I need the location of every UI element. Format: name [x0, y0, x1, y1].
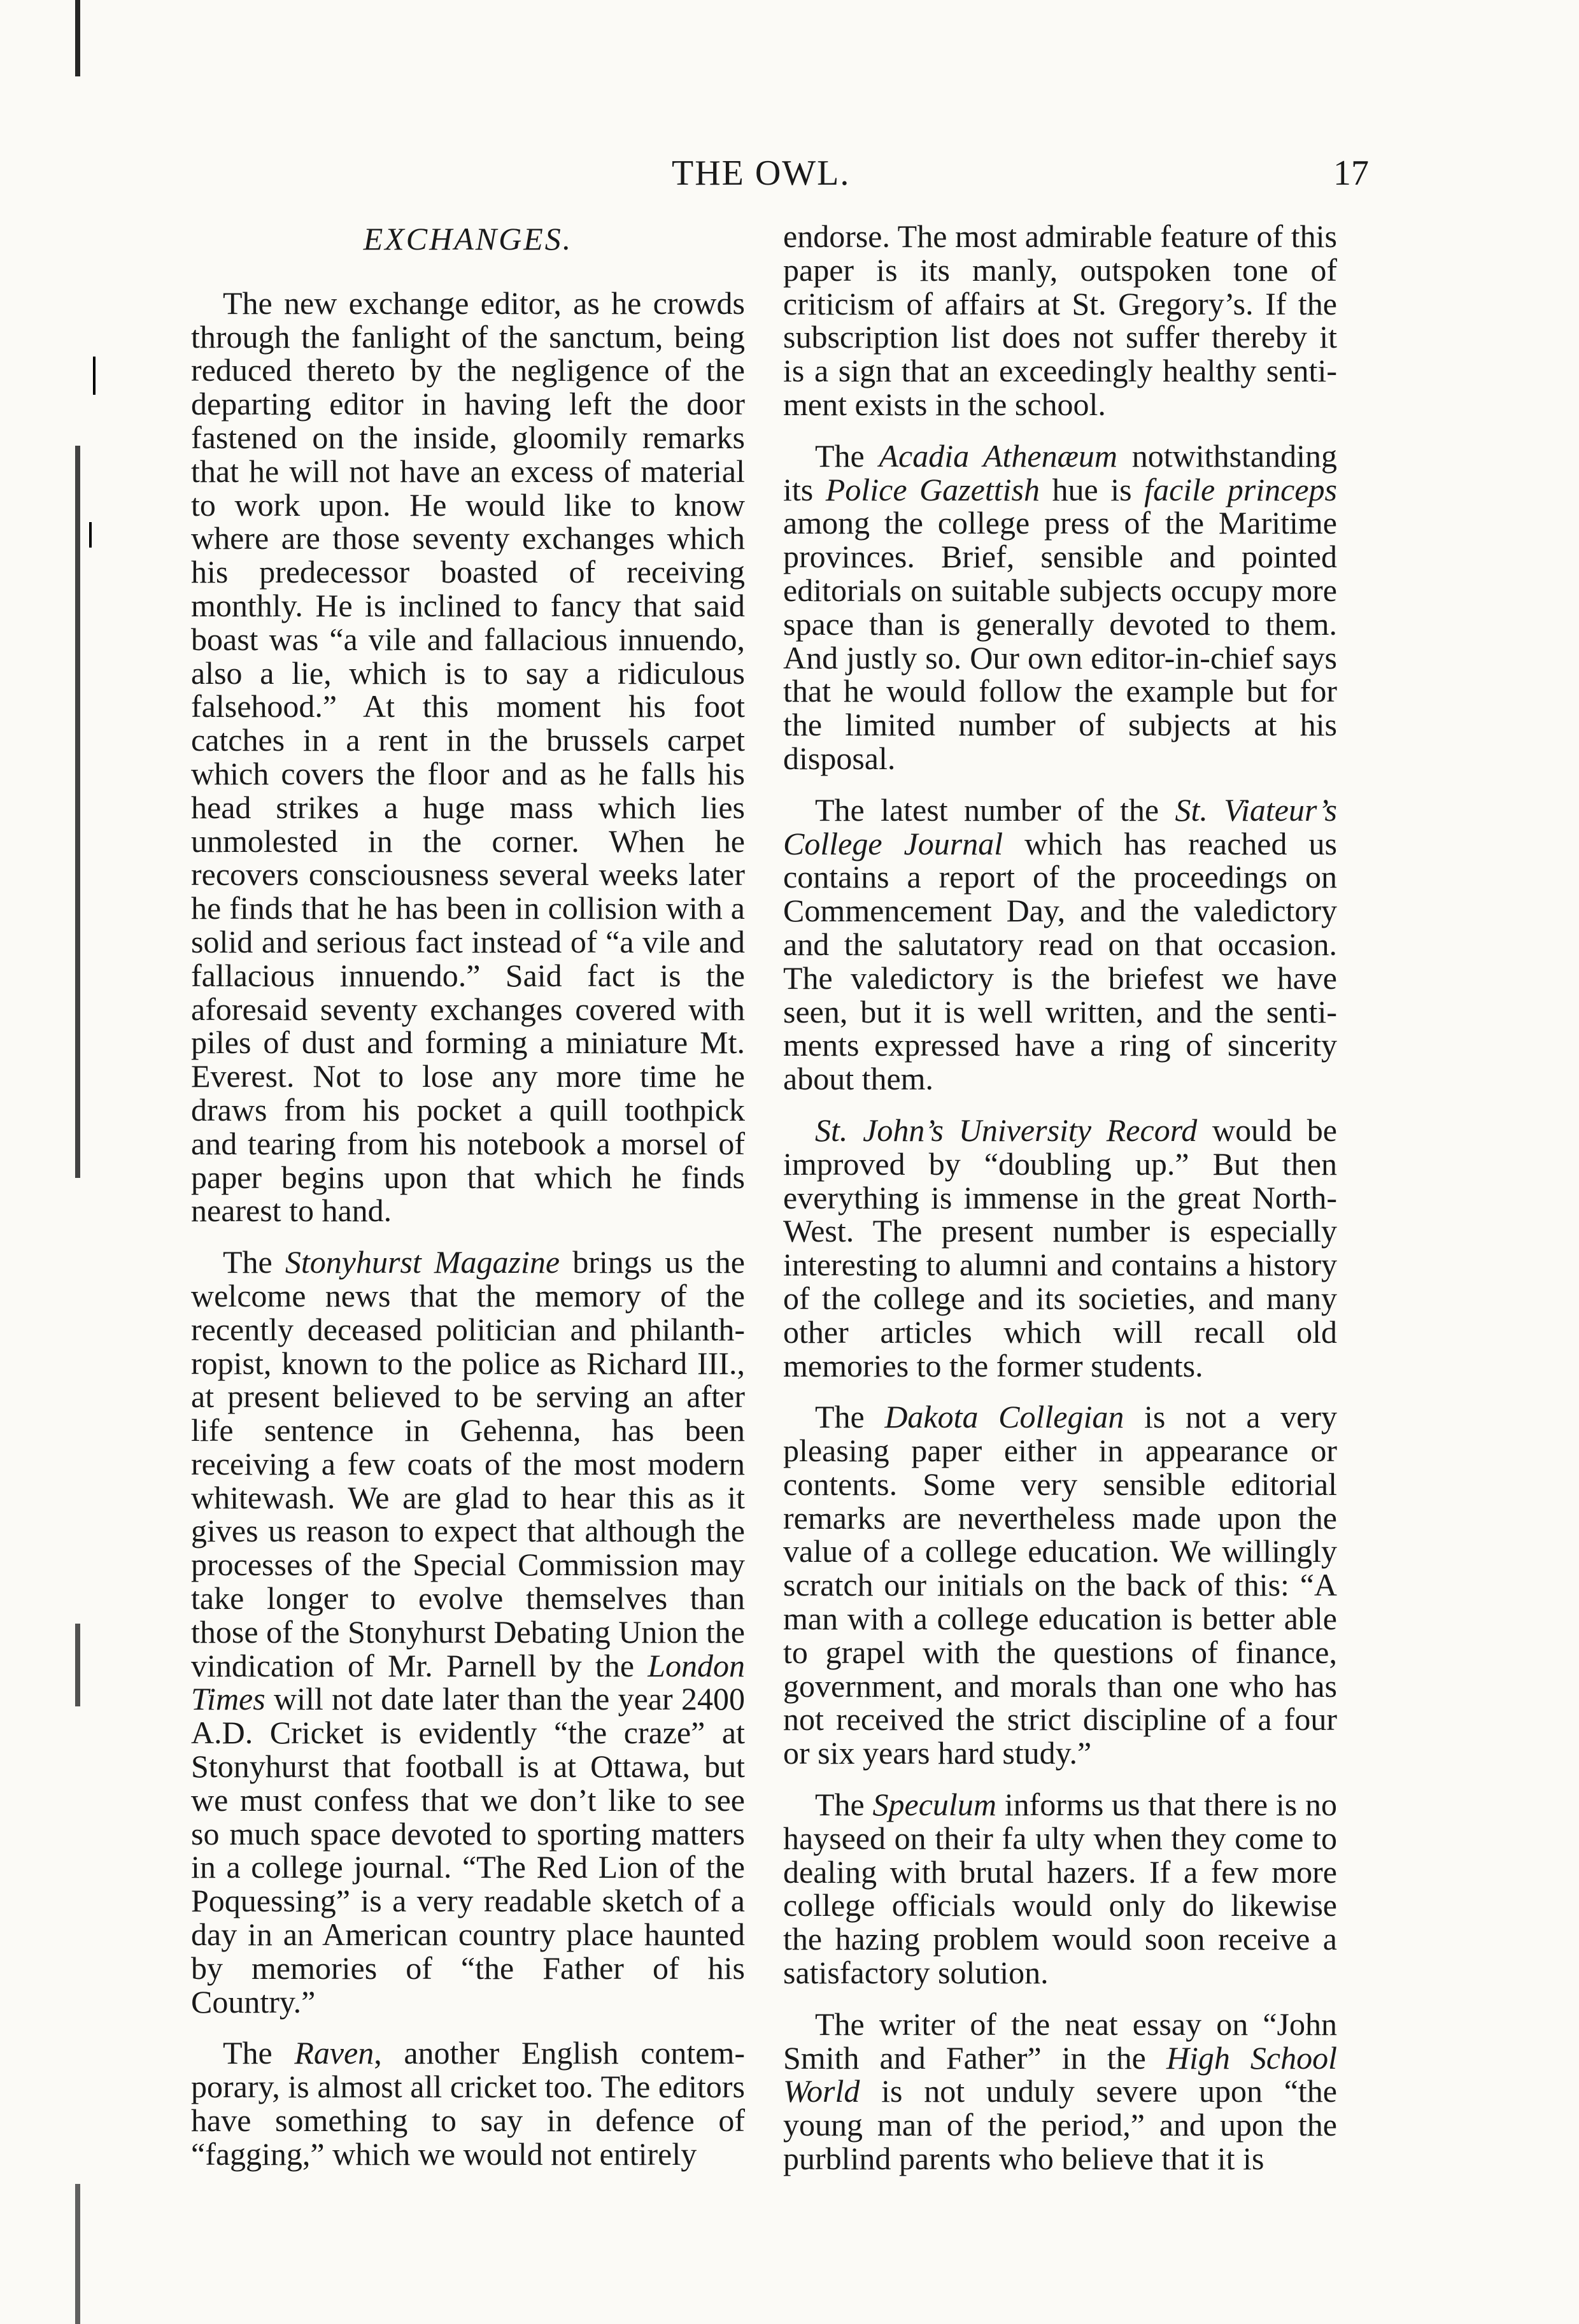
paragraph-highschool: The writer of the neat essay on “John Smith and Father” in the High School World is not unduly severe upon “the young man of the period,” and upon the purblind parents who believe that it is [783, 2006, 1337, 2177]
running-title: THE OWL. [672, 153, 851, 193]
page-number: 17 [1333, 153, 1369, 193]
paragraph-speculum: The Speculum informs us that there is no hayseed on their fa ulty when they come to dealing with brutal hazers. If a few more college officials would only do likewise the hazing problem would soon receive a satisfactory solution. [783, 1787, 1337, 1991]
binding-edge [75, 0, 80, 2324]
paragraph-viateur: The latest number of the St. Viateur’s College Journal which has reached us contains a report of the proceedings on Commencement Day, and the valedictory and the salutatory read on that occasion. The valedictory is the briefest we have seen, but it is well written, and the sentiments expressed have a ring of sincerity about them. [783, 791, 1337, 1097]
publication-title: Speculum [872, 1787, 996, 1823]
page-header [637, 153, 1369, 204]
section-heading: EXCHANGES. [363, 221, 573, 257]
publication-title: St. John’s University Record [815, 1112, 1198, 1148]
publication-title: High School World [783, 2039, 1337, 2109]
paragraph-stonyhurst: The Stonyhurst Magazine brings us the welcome news that the memory of the recently deceased politician and philanthropist, known to the police as Richard III., at present believed to be serving an after life sentence in Gehenna, has been receiving a few coats of the most modern whitewash. We are glad to hear this as it gives us reason to expect that although the processes of the Special Commission may take longer to evolve themselves than those of the Stonyhurst Debating Union the vindication of Mr. Parnell by the London Times will not date later than the year 2400 A.D. Cricket is evidently “the craze” at Stonyhurst that football is at Ottawa, but we must confess that we don’t like to see so much space devoted to sporting matters in a college journal. “The Red Lion of the Poquessing” is a very readable sketch of a day in an American country place haunted by memories of “the Father of his Country.” [191, 1244, 745, 2020]
paragraph-raven: The Raven, another English contemporary, is almost all cricket too. The editors have something to say in defence of “fagging,” which we would not entirely [191, 2035, 745, 2172]
paragraph-dakota: The Dakota Collegian is not a very pleasing paper either in appearance or contents. Some very sensible editorial remarks are nevertheless made upon the value of a college education. We willingly scratch our initials on the back of this: “A man with a college education is better able to grapel with the questions of finance, government, and morals than one who has not received the strict discipline of a four or six years hard study.” [783, 1399, 1337, 1771]
publication-title: Dakota Collegian [884, 1399, 1124, 1435]
publication-title: London Times [191, 1647, 745, 1717]
paragraph-intro: The new exchange editor, as he crowds through the fanlight of the sanctum, being reduced thereto by the negligence of the departing editor in having left the door fastened on the inside, gloomily remarks that he will not have an excess of material to work upon. He would like to know where are those seventy exchanges which his predecessor boasted of receiving monthly. He is inclined to fancy that said boast was “a vile and fallacious innuendo, also a lie, which is to say a ridiculous falsehood.” At this moment his foot catches in a rent in the brussels carpet which covers the floor and as he falls his head strikes a huge mass which lies unmolested in the corner. When he recovers consciousness several weeks later he finds that he has been in collision with a solid and serious fact instead of “a vile and fallacious innuendo.” Said fact is the aforesaid seventy exchanges covered with piles of dust and forming a miniature Mt. Everest. Not to lose any more time he draws from his pocket a quill toothpick and tearing from his notebook a morsel of paper begins upon that which he finds nearest to hand. [191, 285, 745, 1229]
publication-title: Stonyhurst Magazine [285, 1244, 560, 1280]
right-column [783, 220, 1337, 2193]
publication-title: Raven [294, 2035, 374, 2071]
publication-title: St. Viateur’s College Journal [783, 791, 1337, 861]
left-column [191, 220, 745, 2189]
ink-speck [93, 357, 96, 395]
paragraph-continuation: endorse. The most admirable feature of this paper is its manly, outspoken tone of criticism of affairs at St. Gregory’s. If the subscription list does not suffer thereby it is a sign that an exceedingly healthy sentiment exists in the school. [783, 218, 1337, 422]
paragraph-stjohns: St. John’s University Record would be improved by “doubling up.” But then everything is immense in the great North-West. The present number is especially interesting to alumni and contains a history of the college and its societies, and many other articles which will recall old memories to the former students. [783, 1112, 1337, 1384]
ink-speck [89, 522, 92, 548]
publication-title: Acadia Athenæum [879, 437, 1118, 474]
paragraph-acadia: The Acadia Athenæum notwithstanding its Police Gazettish hue is facile princeps among the college press of the Maritime provinces. Brief, sensible and pointed editorials on suitable subjects occupy more space than is generally devoted to them. And justly so. Our own editor-in-chief says that he would follow the example but for the limited number of subjects at his disposal. [783, 437, 1338, 776]
